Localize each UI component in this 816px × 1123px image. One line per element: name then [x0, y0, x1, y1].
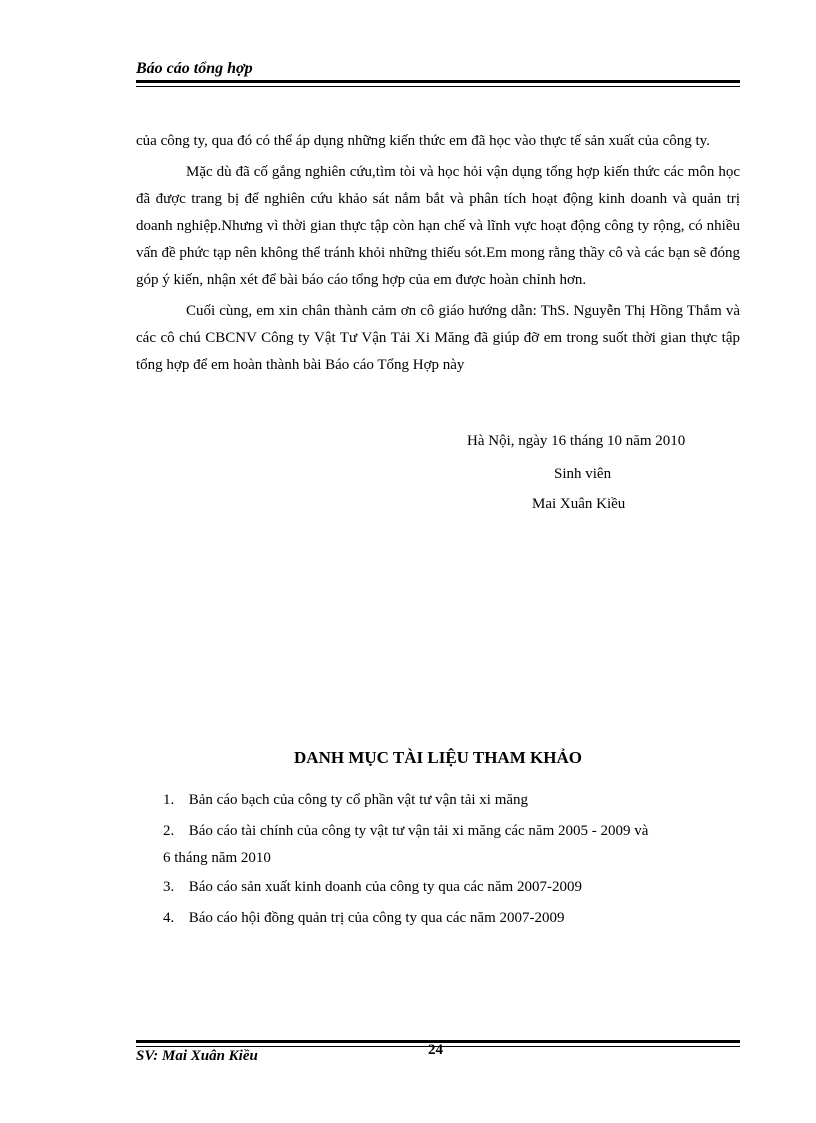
- signature-date: Hà Nội, ngày 16 tháng 10 năm 2010: [467, 433, 686, 449]
- reference-number: 2.: [163, 823, 175, 839]
- reference-item: [163, 787, 528, 814]
- header-rule: [136, 80, 740, 87]
- paragraph: của công ty, qua đó có thể áp dụng những kiến thức em đã học vào thực tế sản xuất của công ty.: [136, 133, 710, 149]
- reference-item: [163, 905, 564, 932]
- signature-role: Sinh viên: [554, 466, 612, 482]
- references-title: DANH MỤC TÀI LIỆU THAM KHẢO: [294, 748, 582, 767]
- reference-text: Báo cáo sản xuất kinh doanh của công ty qua các năm 2007-2009: [188, 879, 582, 895]
- body-text: [136, 128, 740, 383]
- paragraph: Mặc dù đã cố gắng nghiên cứu,tìm tòi và học hỏi vận dụng tổng hợp kiến thức các môn học đã được trang bị để nghiên cứu khảo sát nắm bắt và phân tích hoạt động kinh doanh và quản trị doanh nghiệp.Nhưng vì thời gian thực tập còn hạn chế và lĩnh vực hoạt động công ty rộng, có nhiều vấn đề phức tạp nên không thể tránh khỏi những thiếu sót.Em mong rằng thầy cô và các bạn sẽ đóng góp ý kiến, nhận xét để bài báo cáo tổng hợp của em được hoàn chỉnh hơn.: [136, 164, 740, 288]
- page-number: 24: [428, 1042, 443, 1058]
- reference-item: [163, 874, 582, 901]
- header-title: Báo cáo tổng hợp: [136, 60, 253, 77]
- reference-number: 3.: [163, 879, 175, 895]
- signature-name: Mai Xuân Kiều: [532, 496, 626, 512]
- paragraph: Cuối cùng, em xin chân thành cảm ơn cô giáo hướng dẫn: ThS. Nguyễn Thị Hồng Thắm và các cô chú CBCNV Công ty Vật Tư Vận Tải Xi Măng đã giúp đỡ em trong suốt thời gian thực tập tổng hợp để em hoàn thành bài Báo cáo Tổng Hợp này: [136, 303, 740, 373]
- reference-number: 4.: [163, 910, 175, 926]
- reference-text: Báo cáo hội đồng quản trị của công ty qua các năm 2007-2009: [188, 910, 565, 926]
- reference-item: [163, 818, 748, 872]
- reference-text: Báo cáo tài chính của công ty vật tư vận tải xi măng các năm 2005 - 2009 và: [188, 823, 649, 839]
- reference-text-continued: 6 tháng năm 2010: [163, 850, 271, 866]
- footer-student: SV: Mai Xuân Kiều: [136, 1048, 258, 1064]
- reference-number: 1.: [163, 792, 175, 808]
- reference-text: Bản cáo bạch của công ty cổ phần vật tư vận tải xi măng: [188, 792, 529, 808]
